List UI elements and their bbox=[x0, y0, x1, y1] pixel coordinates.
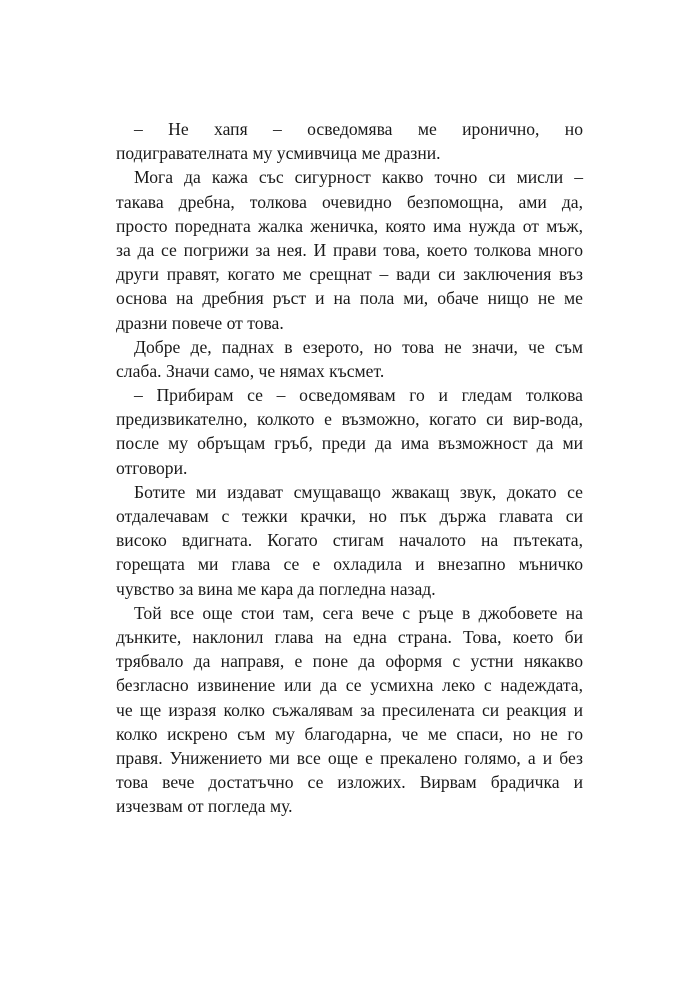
text-line: подигравателната му усмивчица ме дразни. bbox=[116, 143, 441, 164]
paragraph-5 bbox=[116, 480, 583, 601]
text-line: дразни повече от това. bbox=[116, 312, 284, 333]
text-line: за да се погрижи за нея. И прави това, което толкова много bbox=[116, 239, 583, 260]
text-line: – Прибирам се – осведомявам го и гледам толкова bbox=[134, 385, 583, 406]
paragraph-4 bbox=[116, 383, 583, 480]
text-line: Той все още стои там, сега вече с ръце в джобовете на bbox=[134, 602, 583, 623]
text-line: трябвало да направя, е поне да оформя с устни някакво bbox=[116, 651, 583, 672]
paragraph-1 bbox=[116, 117, 583, 165]
text-line: отговори. bbox=[116, 457, 188, 478]
text-line: Мога да кажа със сигурност какво точно си мисли – bbox=[134, 167, 583, 188]
text-line: дънките, наклонил глава на една страна. Това, което би bbox=[116, 626, 583, 647]
paragraph-3 bbox=[116, 335, 583, 383]
text-line: предизвикателно, колкото е възможно, когато си вир-вода, bbox=[116, 409, 583, 430]
text-line: високо вдигната. Когато стигам началото на пътеката, bbox=[116, 530, 583, 551]
text-line: горещата ми глава се е охладила и внезапно мъничко bbox=[116, 554, 583, 575]
text-line: слаба. Значи само, че нямах късмет. bbox=[116, 360, 385, 381]
text-line: колко искрено съм му благодарна, че ме спаси, но не го bbox=[116, 723, 583, 744]
text-line: – Не хапя – осведомява ме иронично, но bbox=[134, 119, 583, 139]
text-line: после му обръщам гръб, преди да има възможност да ми bbox=[116, 433, 583, 454]
paragraph-6 bbox=[116, 601, 583, 819]
text-line: изчезвам от погледа му. bbox=[116, 796, 293, 817]
text-line: просто поредната жалка женичка, която има нужда от мъж, bbox=[116, 215, 583, 236]
paragraph-2 bbox=[116, 165, 583, 334]
text-line: основа на дребния ръст и на пола ми, обаче нищо не ме bbox=[116, 288, 583, 309]
text-line: такава дребна, толкова очевидно безпомощна, ами да, bbox=[116, 191, 583, 212]
text-line: чувство за вина ме кара да погледна назад. bbox=[116, 578, 436, 599]
text-line: Добре де, паднах в езерото, но това не значи, че съм bbox=[134, 336, 583, 357]
page-text bbox=[116, 117, 583, 818]
text-line: Ботите ми издават смущаващо жвакащ звук, докато се bbox=[134, 481, 583, 502]
text-line: отдалечавам с тежки крачки, но пък държа главата си bbox=[116, 506, 583, 526]
text-line: правя. Унижението ми все още е прекалено голямо, а и без bbox=[116, 747, 583, 768]
text-line: други правят, когато ме срещнат – вади си заключения въз bbox=[116, 264, 583, 285]
text-line: безгласно извинение или да се усмихна леко с надеждата, bbox=[116, 675, 583, 696]
text-line: че ще изразя колко съжалявам за пресилената си реакция и bbox=[116, 699, 583, 720]
text-line: това вече достатъчно се изложих. Вирвам брадичка и bbox=[116, 772, 583, 793]
